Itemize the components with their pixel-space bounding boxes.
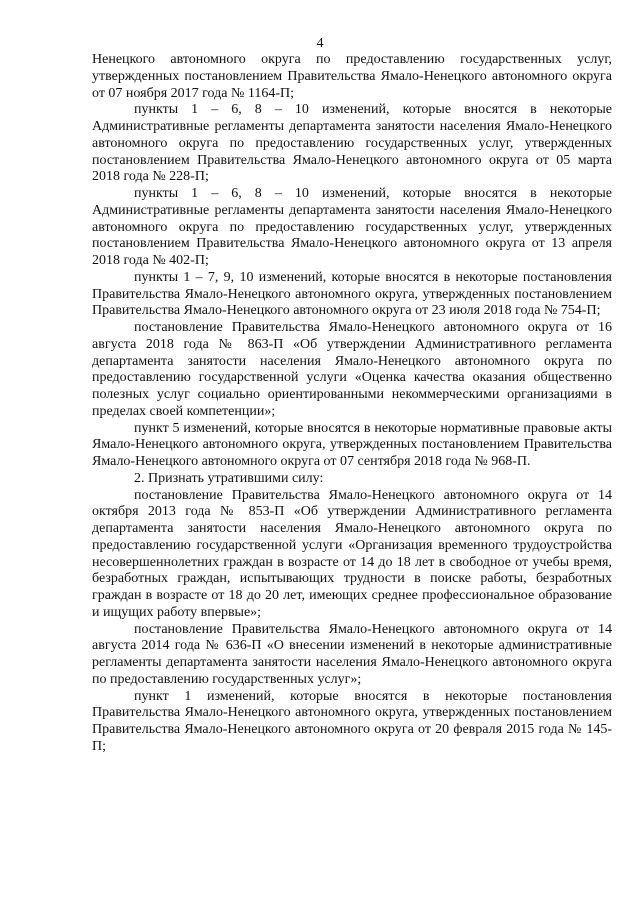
page-number: 4 <box>316 36 324 51</box>
section-heading: 2. Признать утратившими силу: <box>134 470 324 486</box>
paragraph-item: постановление Правительства Ямало-Ненецкого автономного округа от 16 августа 2018 года № 863-П «Об утверждении Административного регламента департамента занятости населения Ямало-Ненецкого автономного округа по предоставлению государственной услуги «Оценка качества оказания общественно полезных услуг социально ориентированными некоммерческими организациями в пределах своей компетенции»; <box>92 320 612 419</box>
paragraph-item: постановление Правительства Ямало-Ненецкого автономного округа от 14 октября 2013 года № 853-П «Об утверждении Административного регламента департамента занятости населения Ямало-Ненецкого автономного округа по предоставлению государственной услуги «Организация временного трудоустройства несовершеннолетних граждан в возрасте от 14 до 18 лет в свободное от учебы время, безработных граждан, испытывающих трудности в поиске работы, безработных граждан в возрасте от 18 до 20 лет, имеющих среднее профессиональное образование и ищущих работу впервые»; <box>92 487 612 620</box>
paragraph-continuation: Ненецкого автономного округа по предоставлению государственных услуг, утвержденных постановлением Правительства Ямало-Ненецкого автономного округа от 07 ноября 2017 года № 1164-П; <box>92 52 612 101</box>
paragraph-item: пункты 1 – 6, 8 – 10 изменений, которые вносятся в некоторые Административные регламенты департамента занятости населения Ямало-Ненецкого автономного округа по предоставлению государственных услуг, утвержденных постановлением Правительства Ямало-Ненецкого автономного округа от 05 марта 2018 года № 228-П; <box>92 102 612 185</box>
paragraph-item: пункты 1 – 6, 8 – 10 изменений, которые вносятся в некоторые Административные регламенты департамента занятости населения Ямало-Ненецкого автономного округа по предоставлению государственных услуг, утвержденных постановлением Правительства Ямало-Ненецкого автономного округа от 13 апреля 2018 года № 402-П; <box>92 186 612 268</box>
paragraph-item: пункты 1 – 7, 9, 10 изменений, которые вносятся в некоторые постановления Правительства Ямало-Ненецкого автономного округа, утвержденных постановлением Правительства Ямало-Ненецкого автономного округа от 23 июля 2018 года № 754-П; <box>92 269 612 319</box>
paragraph-item: пункт 5 изменений, которые вносятся в некоторые нормативные правовые акты Ямало-Ненецкого автономного округа, утвержденных постановлением Правительства Ямало-Ненецкого автономного округа от 07 сентября 2018 года № 968-П. <box>92 420 612 469</box>
document-body <box>92 52 612 756</box>
paragraph-item: постановление Правительства Ямало-Ненецкого автономного округа от 14 августа 2014 года № 636-П «О внесении изменений в некоторые административные регламенты департамента занятости населения Ямало-Ненецкого автономного округа по предоставлению государственных услуг»; <box>92 621 612 687</box>
paragraph-item: пункт 1 изменений, которые вносятся в некоторые постановления Правительства Ямало-Ненецкого автономного округа, утвержденных постановлением Правительства Ямало-Ненецкого автономного округа от 20 февраля 2015 года № 145-П; <box>92 688 612 754</box>
